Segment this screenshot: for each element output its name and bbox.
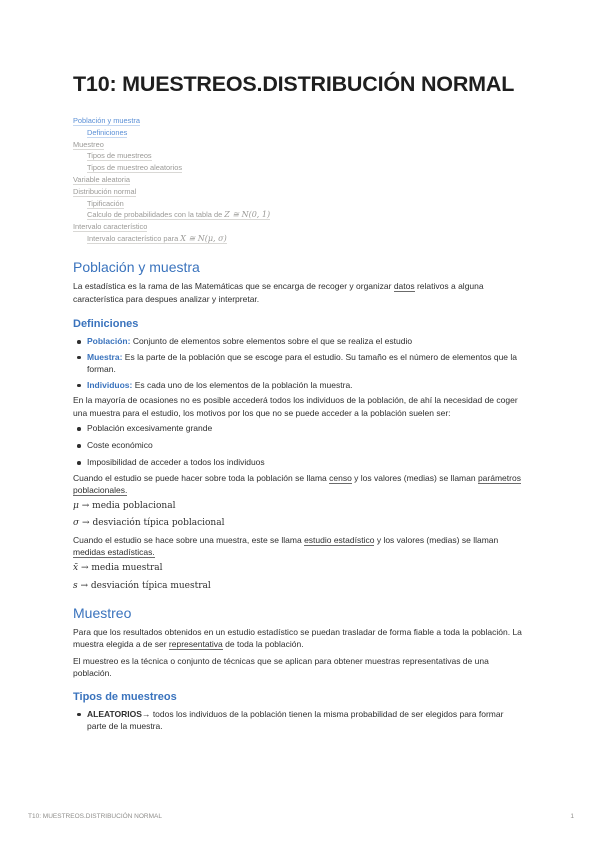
link[interactable]: representativa (168, 639, 223, 649)
footer-title: T10: MUESTREOS.DISTRIBUCIÓN NORMAL (28, 813, 162, 820)
toc-item[interactable]: Calculo de probabilidades con la tabla de Z ≅ N(0, 1) (87, 210, 271, 220)
math-expression: σ → desviación típica poblacional (73, 517, 225, 528)
link[interactable]: estudio estadístico (304, 534, 375, 545)
toc-item[interactable]: Tipificación (87, 198, 124, 208)
toc-item[interactable]: Definiciones (87, 127, 128, 137)
list-item: Imposibilidad de acceder a todos los individuos (73, 456, 525, 469)
link[interactable]: parámetros poblacionales. (73, 472, 521, 495)
toc-item[interactable]: Intervalo característico (73, 222, 148, 232)
math-expression: μ → media poblacional (73, 500, 176, 511)
toc-item[interactable]: Tipos de muestreos (87, 151, 152, 161)
list-item: Coste económico (73, 439, 525, 452)
toc-item[interactable]: Tipos de muestreo aleatorios (87, 163, 183, 173)
math-expression: x̄ → media muestral (73, 562, 163, 573)
list-item: Población: Conjunto de elementos sobre elementos sobre el que se realiza el estudio (73, 335, 525, 348)
page-number: 1 (570, 813, 574, 820)
paragraph: Para que los resultados obtenidos en un estudio estadístico se puedan trasladar de forma fiable a toda la población. La muestra elegida a de ser representativa de toda la población. (73, 626, 522, 649)
link[interactable]: censo (329, 472, 352, 483)
list-item: Muestra: Es la parte de la población que se escoge para el estudio. Su tamaño es el número de elementos que la forman. (73, 351, 525, 376)
list-item: Población excesivamente grande (73, 422, 525, 435)
content (73, 258, 525, 733)
list-item: ALEATORIOS→ todos los individuos de la población tienen la misma probabilidad de ser elegidos para formar parte de la muestra. (73, 708, 525, 733)
paragraph: La estadística es la rama de las Matemáticas que se encarga de recoger y organizar datos relativos a alguna característica para despues analizar y interpretar. (73, 281, 484, 304)
toc-item[interactable]: Intervalo característico para X ≅ N(μ, σ) (87, 233, 227, 243)
math-expression: s → desviación típica muestral (73, 580, 211, 591)
link[interactable]: medidas estadísticas. (73, 547, 155, 557)
paragraph: El muestreo es la técnica o conjunto de técnicas que se aplican para obtener muestras representativas de una población. (73, 655, 489, 678)
subsection-heading: Definiciones (73, 318, 139, 330)
list-item: Individuos: Es cada uno de los elementos de la población la muestra. (73, 379, 525, 392)
types-list (73, 708, 525, 733)
page-footer (28, 813, 574, 820)
paragraph: Cuando el estudio se puede hacer sobre toda la población se llama censo y los valores (medias) se llaman parámetros poblacionales. (73, 472, 521, 495)
link[interactable]: datos (393, 281, 415, 291)
toc-item[interactable]: Variable aleatoria (73, 174, 130, 184)
page-title: T10: MUESTREOS.DISTRIBUCIÓN NORMAL (73, 72, 515, 96)
reasons-list (73, 422, 525, 469)
toc-item[interactable]: Muestreo (73, 139, 104, 149)
paragraph: Cuando el estudio se hace sobre una muestra, este se llama estudio estadístico y los valores (medias) se llaman medidas estadísticas. (73, 534, 499, 557)
section-heading: Población y muestra (73, 259, 200, 275)
subsection-heading: Tipos de muestreos (73, 690, 177, 703)
toc-item[interactable]: Distribución normal (73, 186, 137, 196)
definitions-list (73, 335, 525, 391)
paragraph: En la mayoría de ocasiones no es posible accederá todos los individuos de la población, de ahí la necesidad de coger una muestra para el estudio, los motivos por los que no se puede acceder a la población suelen ser: (73, 395, 518, 418)
toc-item[interactable]: Población y muestra (73, 116, 140, 125)
table-of-contents (73, 115, 525, 245)
section-heading: Muestreo (73, 604, 132, 621)
